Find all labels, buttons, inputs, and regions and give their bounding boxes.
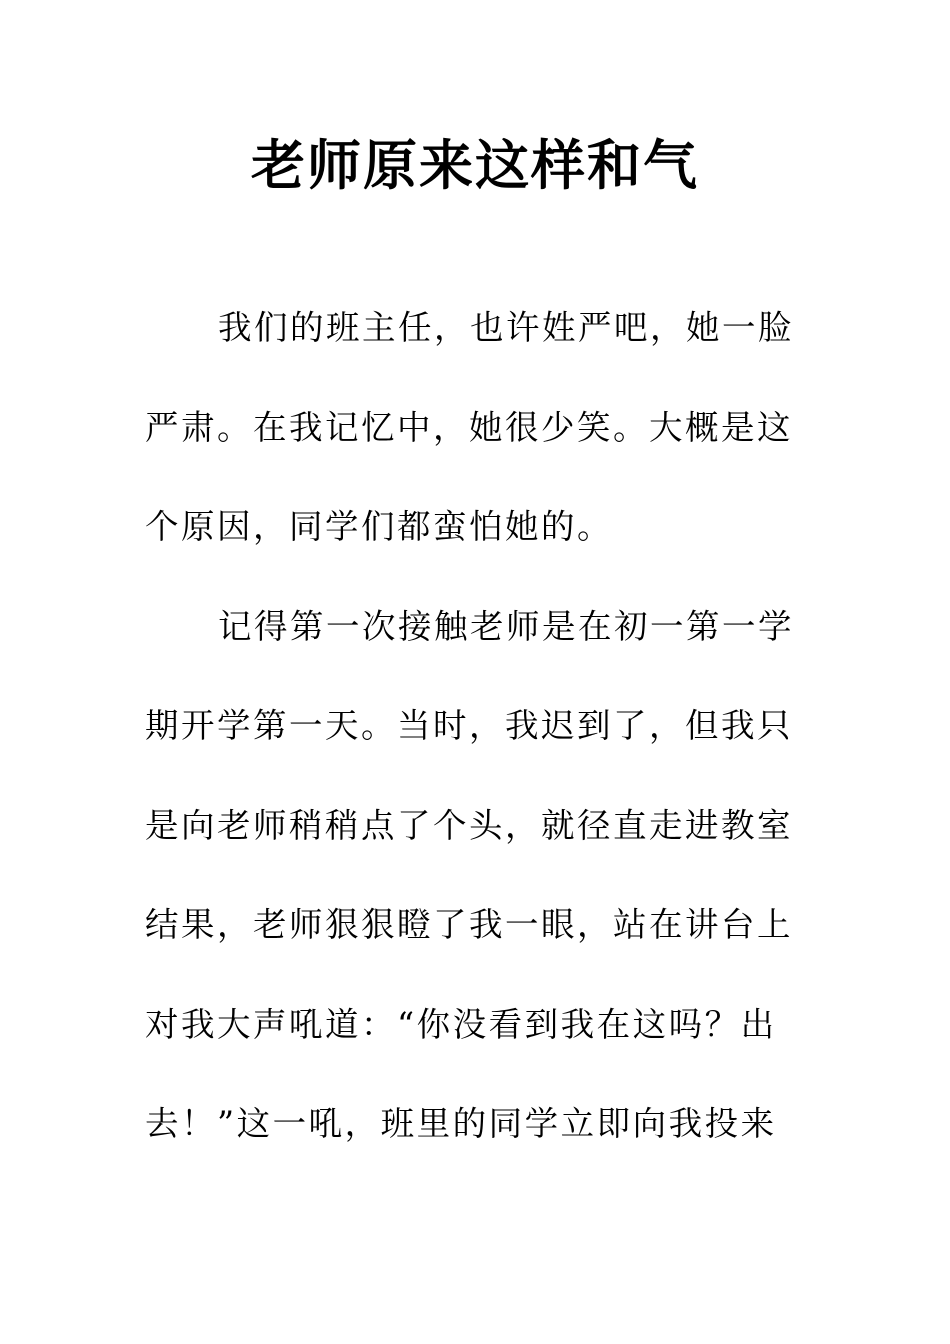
paragraph-2-line-3: 是向老师稍稍点了个头，就径直走进教室 bbox=[145, 806, 793, 845]
paragraph-2-line-1: 记得第一次接触老师是在初一第一学 bbox=[218, 607, 794, 646]
paragraph-2-line-6: 去！”这一吼，班里的同学立即向我投来 bbox=[145, 1104, 777, 1143]
document-title: 老师原来这样和气 bbox=[251, 134, 699, 197]
paragraph-2-line-4: 结果，老师狠狠瞪了我一眼，站在讲台上 bbox=[145, 905, 793, 944]
paragraph-2-line-2: 期开学第一天。当时，我迟到了，但我只 bbox=[145, 706, 793, 745]
paragraph-1-line-1: 我们的班主任，也许姓严吧，她一脸 bbox=[218, 308, 794, 347]
paragraph-1-line-2: 严肃。在我记忆中，她很少笑。大概是这 bbox=[145, 408, 793, 447]
paragraph-1-line-3: 个原因，同学们都蛮怕她的。 bbox=[145, 507, 613, 546]
paragraph-2-line-5: 对我大声吼道：“你没看到我在这吗？出 bbox=[145, 1005, 777, 1044]
